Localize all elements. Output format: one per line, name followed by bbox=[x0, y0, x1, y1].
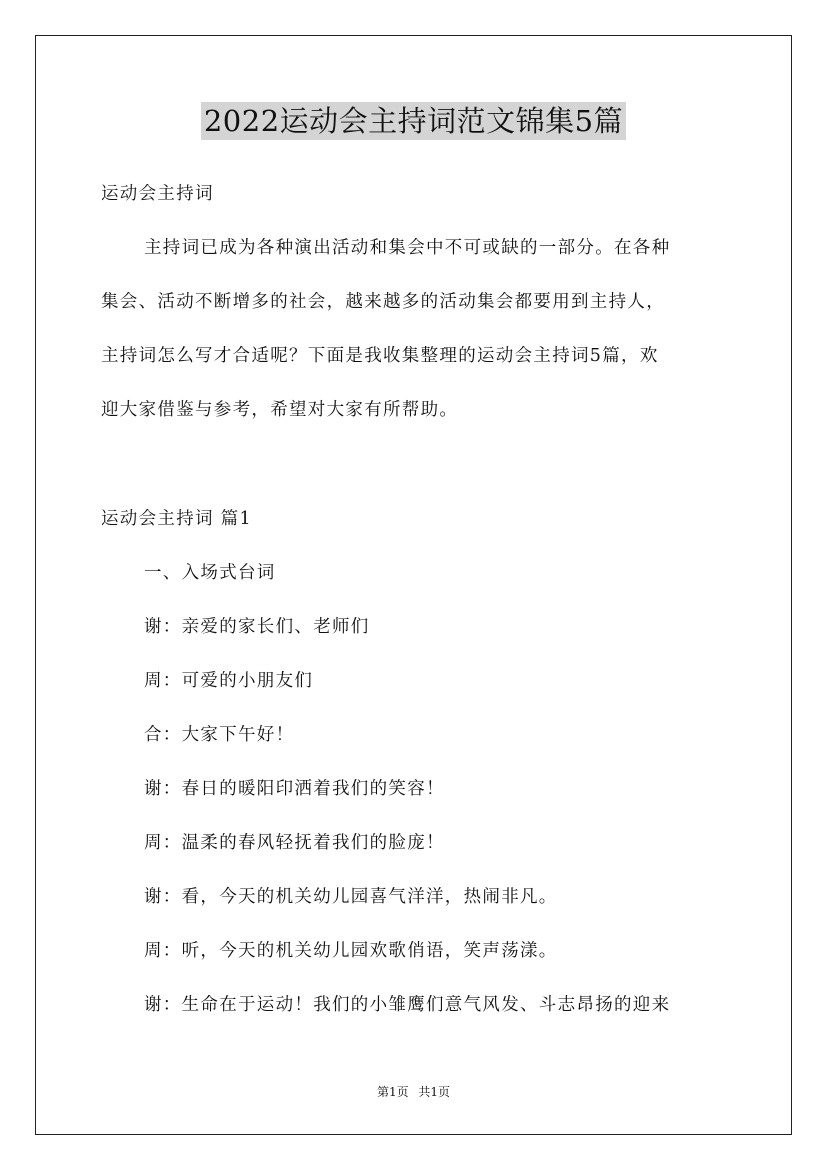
script-line: 谢：亲爱的家长们、老师们 bbox=[144, 617, 370, 637]
script-line: 周：可爱的小朋友们 bbox=[144, 671, 314, 691]
script-line: 合：大家下午好！ bbox=[144, 725, 295, 745]
intro-line: 迎大家借鉴与参考，希望对大家有所帮助。 bbox=[101, 400, 459, 420]
script-line: 谢：春日的暖阳印洒着我们的笑容！ bbox=[144, 779, 445, 799]
script-line: 周：温柔的春风轻抚着我们的脸庞！ bbox=[144, 833, 445, 853]
page-number: 第1页 bbox=[376, 1085, 409, 1099]
script-line: 谢：看，今天的机关幼儿园喜气洋洋，热闹非凡。 bbox=[144, 887, 558, 907]
script-line: 一、入场式台词 bbox=[144, 563, 276, 583]
part-heading: 运动会主持词 篇1 bbox=[101, 509, 252, 529]
intro-line: 主持词已成为各种演出活动和集会中不可或缺的一部分。在各种 bbox=[144, 238, 671, 258]
section-heading: 运动会主持词 bbox=[101, 184, 214, 204]
script-line: 周：听，今天的机关幼儿园欢歌俏语，笑声荡漾。 bbox=[144, 941, 558, 961]
document-title: 2022运动会主持词范文锦集5篇 bbox=[201, 102, 626, 140]
page-footer bbox=[0, 1084, 827, 1100]
intro-line: 主持词怎么写才合适呢？下面是我收集整理的运动会主持词5篇，欢 bbox=[101, 346, 659, 366]
page-total: 共1页 bbox=[418, 1085, 451, 1099]
intro-line: 集会、活动不断增多的社会，越来越多的活动集会都要用到主持人， bbox=[101, 292, 665, 312]
title-container bbox=[0, 102, 827, 140]
script-line: 谢：生命在于运动！我们的小雏鹰们意气风发、斗志昂扬的迎来 bbox=[144, 995, 671, 1015]
